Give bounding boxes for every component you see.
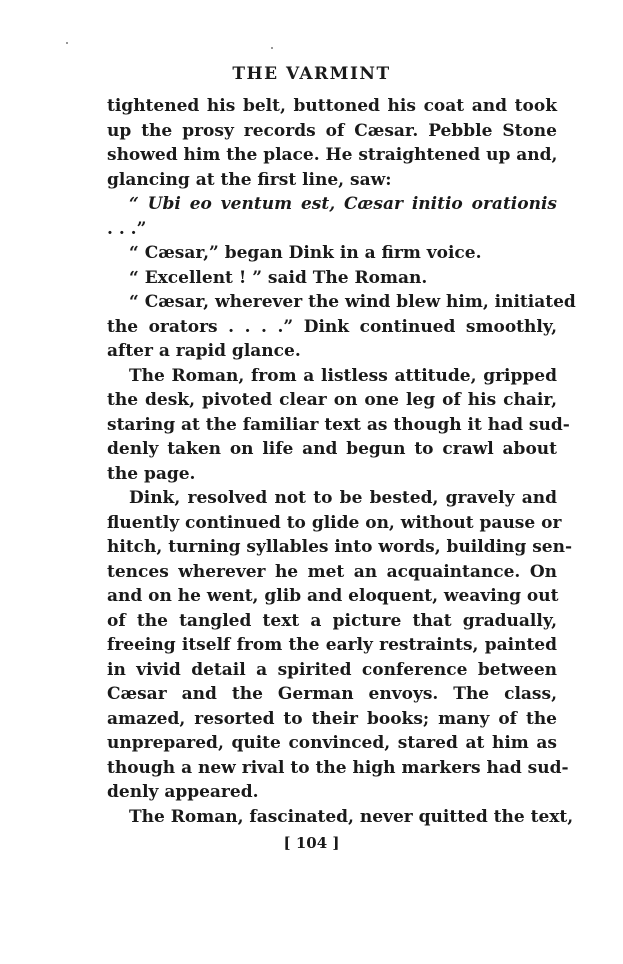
- text-line: tences wherever he met an acquaintance. On: [107, 561, 557, 582]
- text-line: freeing itself from the early restraints, painted: [107, 635, 557, 655]
- text-line: fluently continued to glide on, without pause or: [107, 512, 562, 533]
- text-line: denly taken on life and begun to crawl about: [107, 439, 557, 459]
- text-line: the desk, pivoted clear on one leg of his chair,: [107, 390, 557, 410]
- text-line: glancing at the first line, saw:: [107, 169, 392, 190]
- text-line: amazed, resorted to their books; many of the: [107, 708, 557, 729]
- text-line: the page.: [107, 463, 196, 484]
- body-text: [107, 94, 576, 829]
- text-line: hitch, turning syllables into words, building sen-: [107, 537, 573, 557]
- text-line: showed him the place. He straightened up and,: [107, 145, 558, 165]
- text-line: “ Ubi eo ventum est, Cæsar initio orationis: [129, 194, 557, 214]
- text-line: after a rapid glance.: [107, 341, 301, 361]
- text-line: though a new rival to the high markers had sud-: [107, 757, 569, 778]
- page-number: [ 104 ]: [283, 834, 340, 852]
- text-line: of the tangled text a picture that gradually,: [107, 610, 557, 631]
- print-speck: [66, 42, 68, 44]
- text-line: staring at the familiar text as though it had sud-: [107, 414, 570, 435]
- text-line: Cæsar and the German envoys. The class,: [107, 684, 557, 704]
- text-line: . . .”: [107, 218, 147, 239]
- running-head: THE VARMINT: [232, 64, 391, 84]
- text-line: The Roman, fascinated, never quitted the text,: [129, 806, 574, 827]
- text-line: “ Cæsar, wherever the wind blew him, initiated: [129, 292, 576, 312]
- text-line: up the prosy records of Cæsar. Pebble Stone: [107, 120, 557, 141]
- text-line: denly appeared.: [107, 782, 259, 802]
- text-line: the orators . . . .” Dink continued smoothly,: [107, 316, 557, 337]
- print-speck: [271, 47, 273, 49]
- text-line: “ Excellent ! ” said The Roman.: [129, 267, 428, 288]
- text-line: The Roman, from a listless attitude, gripped: [129, 365, 557, 386]
- text-line: and on he went, glib and eloquent, weaving out: [107, 586, 559, 606]
- text-line: “ Cæsar,” began Dink in a firm voice.: [129, 243, 482, 263]
- text-line: tightened his belt, buttoned his coat and took: [107, 96, 557, 116]
- text-line: Dink, resolved not to be bested, gravely and: [129, 488, 557, 508]
- text-line: in vivid detail a spirited conference between: [107, 659, 557, 680]
- text-line: unprepared, quite convinced, stared at him as: [107, 733, 557, 753]
